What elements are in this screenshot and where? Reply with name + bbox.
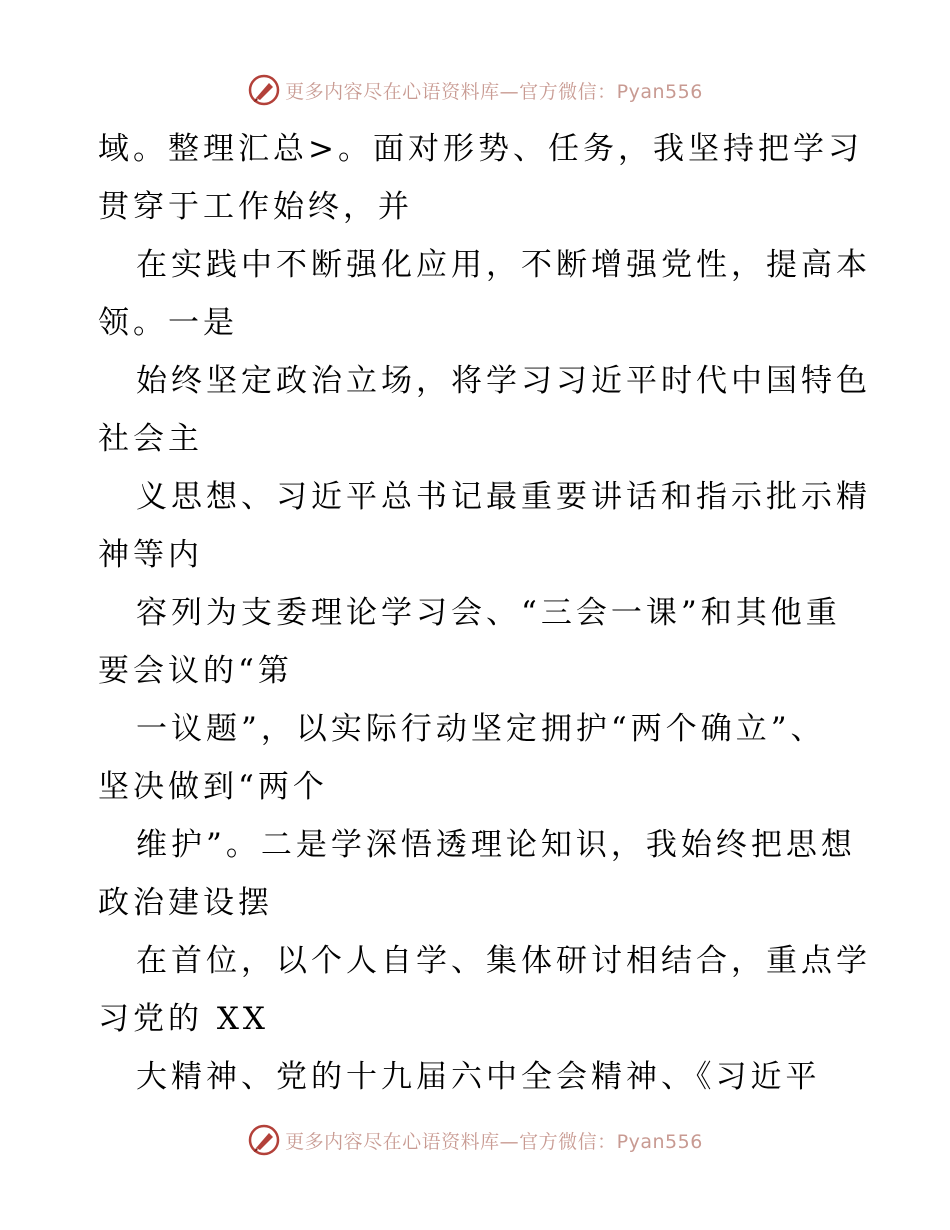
text-line: 政治建设摆	[98, 885, 273, 921]
text-line: 义思想、习近平总书记最重要讲话和指示批示精	[136, 479, 871, 515]
text-line: 在实践中不断强化应用，不断增强党性，提高本	[136, 247, 871, 283]
text-line: 大精神、党的十九届六中全会精神、《习近平	[136, 1059, 821, 1095]
text-line: 领。一是	[98, 305, 238, 341]
text-line: 要会议的“第	[98, 653, 293, 689]
watermark-text: 更多内容尽在心语资料库—官方微信：Pyan556	[285, 80, 703, 103]
text-line: 坚决做到“两个	[98, 769, 328, 805]
footer-watermark	[0, 1120, 950, 1160]
text-line: 贯穿于工作始终，并	[98, 189, 413, 225]
text-line: 始终坚定政治立场，将学习习近平时代中国特色	[136, 363, 871, 399]
text-line: 域。整理汇总>。面对形势、任务，我坚持把学习	[98, 131, 863, 167]
pen-logo-icon	[247, 73, 281, 107]
text-line: 容列为支委理论学习会、“三会一课”和其他重	[136, 595, 841, 631]
text-line: 维护”。二是学深悟透理论知识，我始终把思想	[136, 827, 856, 863]
text-line: 在首位，以个人自学、集体研讨相结合，重点学	[136, 943, 871, 979]
document-body	[98, 120, 878, 1106]
pen-logo-icon	[247, 1123, 281, 1157]
watermark-text: 更多内容尽在心语资料库—官方微信：Pyan556	[285, 1130, 703, 1153]
text-line: 神等内	[98, 537, 203, 573]
text-line: 习党的 XX	[98, 1001, 269, 1037]
header-watermark	[0, 70, 950, 110]
text-line: 社会主	[98, 421, 203, 457]
text-line: 一议题”，以实际行动坚定拥护“两个确立”、	[136, 711, 826, 747]
